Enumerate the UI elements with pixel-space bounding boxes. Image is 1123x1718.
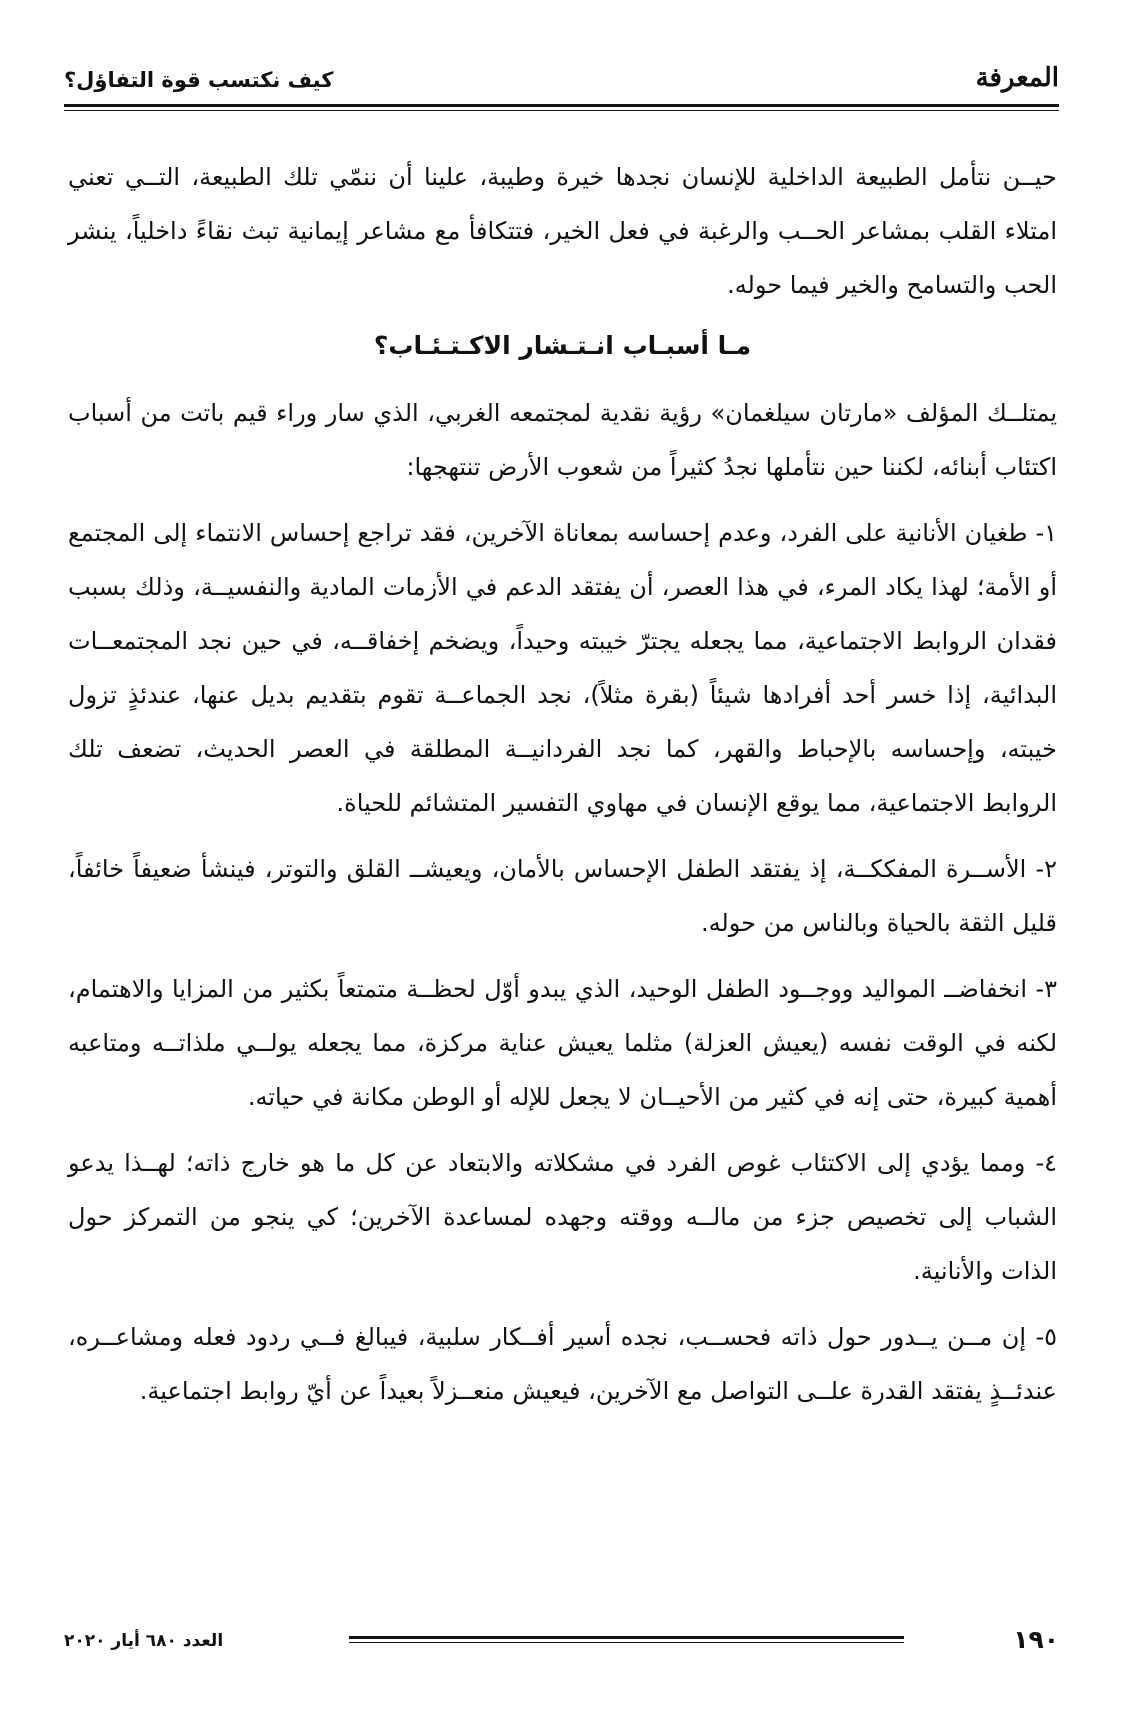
- section-lead-paragraph: يمتلــك المؤلف «مارتان سيلغمان» رؤية نقدية لمجتمعه الغربي، الذي سار وراء قيم باتت من أسباب اكتئاب أبنائه، لكننا حين نتأملها نجدُ كثيراً من شعوب الأرض تنتهجها:: [68, 399, 1057, 481]
- section-heading: مـا أسبـاب انـتـشار الاكـتـئـاب؟: [373, 331, 752, 360]
- footer-rule: [349, 1636, 904, 1646]
- point-paragraph-4: ٤- ومما يؤدي إلى الاكتئاب غوص الفرد في مشكلاته والابتعاد عن كل ما هو خارج ذاته؛ لهــذا يدعو الشباب إلى تخصيص جزء من مالــه ووقته وجهده لمساعدة الآخرين؛ كي ينجو من التمركز حول الذات والأنانية.: [68, 1149, 1057, 1285]
- page-number: ١٩٠: [1013, 1625, 1059, 1654]
- page-header: [64, 62, 1059, 98]
- header-rule: [64, 104, 1059, 107]
- intro-paragraph: حيــن نتأمل الطبيعة الداخلية للإنسان نجدها خيرة وطيبة، علينا أن ننمّي تلك الطبيعة، التــي تعني امتلاء القلب بمشاعر الحــب والرغبة في فعل الخير، فتتكافأ مع مشاعر إيمانية تبث نقاءً داخلياً، ينشر الحب والتسامح والخير فيما حوله.: [68, 163, 1057, 299]
- running-title: كيف نكتسب قوة التفاؤل؟: [64, 68, 334, 92]
- point-paragraph-1: ١- طغيان الأنانية على الفرد، وعدم إحساسه بمعاناة الآخرين، فقد تراجع إحساس الانتماء إلى المجتمع أو الأمة؛ لهذا يكاد المرء، في هذا العصر، أن يفتقد الدعم في الأزمات المادية والنفسيــة، وذلك بسبب فقدان الروابط الاجتماعية، مما يجعله يجترّ خيبته وحيداً، ويضخم إخفاقــه، في حين نجد المجتمعــات البدائية، إذا خسر أحد أفرادها شيئاً (بقرة مثلاً)، نجد الجماعــة تقوم بتقديم بديل عنها، عندئذٍ تزول خيبته، وإحساسه بالإحباط والقهر، كما نجد الفردانيــة المطلقة في العصر الحديث، تضعف تلك الروابط الاجتماعية، مما يوقع الإنسان في مهاوي التفسير المتشائم للحياة.: [68, 519, 1057, 817]
- header-rule-thin: [64, 110, 1059, 111]
- point-paragraph-5: ٥- إن مــن يــدور حول ذاته فحســب، نجده أسير أفــكار سلبية، فيبالغ فــي ردود فعله ومشاعــره، عندئــذٍ يفتقد القدرة علــى التواصل مع الآخرين، فيعيش منعــزلاً بعيداً عن أيّ روابط اجتماعية.: [68, 1323, 1057, 1405]
- point-paragraph-2: ٢- الأســرة المفككــة، إذ يفتقد الطفل الإحساس بالأمان، ويعيشــ القلق والتوتر، فينشأ ضعيفاً خائفاً، قليل الثقة بالحياة وبالناس من حوله.: [68, 855, 1057, 937]
- point-paragraph-3: ٣- انخفاضــ المواليد ووجــود الطفل الوحيد، الذي يبدو أوّل لحظــة متمتعاً بكثير من المزايا والاهتمام، لكنه في الوقت نفسه (يعيش العزلة) مثلما يعيش عناية مركزة، مما يجعله يولــي ملذاتــه ومتاعبه أهمية كبيرة، حتى إنه في كثير من الأحيــان لا يجعل للإله أو الوطن مكانة في حياته.: [68, 975, 1057, 1111]
- magazine-logo: المعرفة: [975, 63, 1059, 93]
- page-footer: [64, 1624, 1059, 1658]
- issue-info: العدد ٦٨٠ أيار ٢٠٢٠: [64, 1631, 224, 1651]
- article-body: [68, 150, 1057, 1430]
